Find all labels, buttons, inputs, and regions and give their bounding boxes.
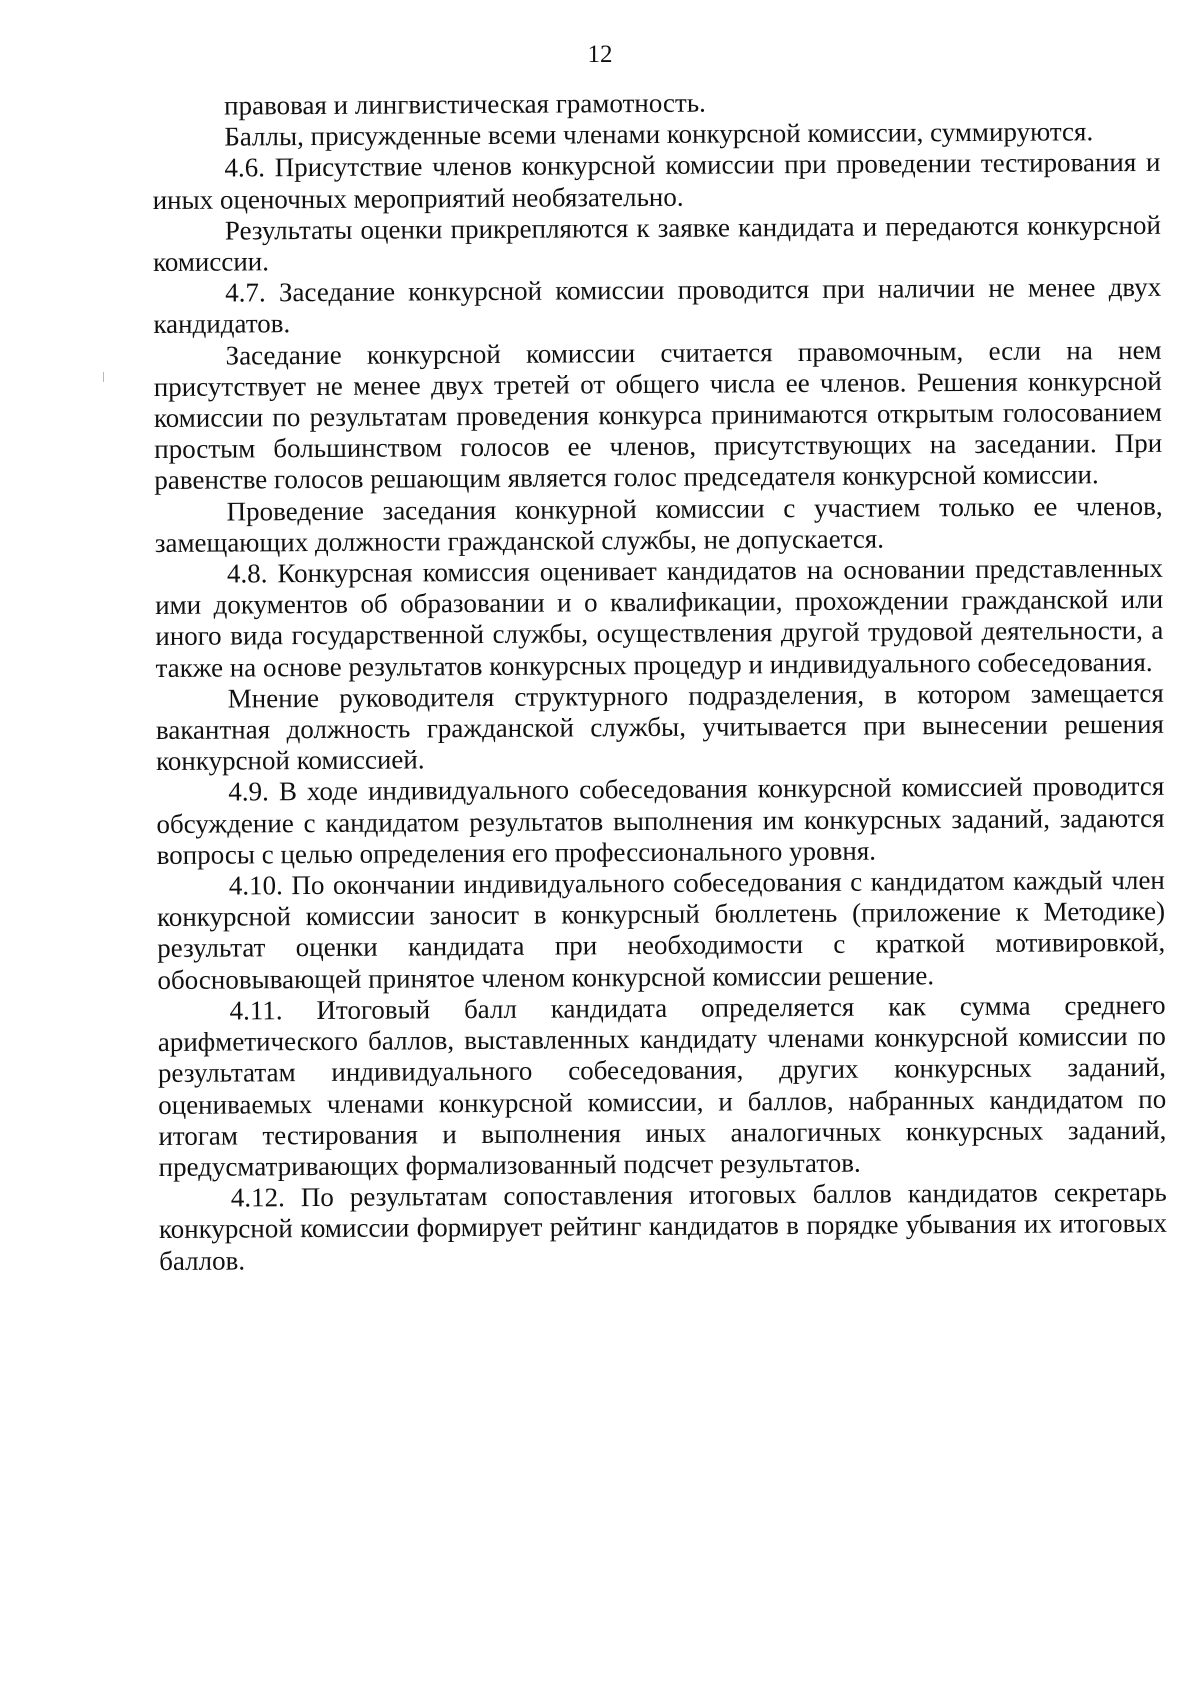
paragraph-4-7: 4.7. Заседание конкурсной комиссии проводится при наличии не менее двух кандидатов. xyxy=(153,272,1162,340)
paragraph-4-6: 4.6. Присутствие членов конкурсной комиссии при проведении тестирования и иных оценочных мероприятий необязательно. xyxy=(152,147,1161,215)
paragraph-4-12: 4.12. По результатам сопоставления итоговых баллов кандидатов секретарь конкурсной комиссии формирует рейтинг кандидатов в порядке убывания их итоговых баллов. xyxy=(158,1176,1168,1276)
document-body xyxy=(152,85,1167,1277)
paragraph-results-attached: Результаты оценки прикрепляются к заявке кандидата и передаются конкурсной комиссии. xyxy=(152,209,1161,278)
paragraph-4-10: 4.10. По окончании индивидуального собеседования с кандидатом каждый член конкурсной комиссии заносит в конкурсный бюллетень (приложение к Методике) результат оценки кандидата при необходимости с краткой мотивировкой, обосновывающей принятое членом конкурсной комиссии решение. xyxy=(156,864,1166,995)
paragraph-4-9: 4.9. В ходе индивидуального собеседования конкурсной комиссией проводится обсуждение с кандидатом результатов выполнения им конкурсных заданий, задаются вопросы с целью определения его профессионального уровня. xyxy=(156,771,1165,870)
paragraph-quorum: Заседание конкурсной комиссии считается правомочным, если на нем присутствует не менее двух третей от общего числа ее членов. Решения конкурсной комиссии по результатам проведения конкурса принимаются открытым голосованием простым большинством голосов ее членов, присутствующих на заседании. При равенстве голосов решающим является голос председателя конкурсной комиссии. xyxy=(153,334,1163,496)
paragraph-4-8: 4.8. Конкурсная комиссия оценивает кандидатов на основании представленных ими документов об образовании и о квалификации, прохождении гражданской или иного вида государственной службы, осуществления другой трудовой деятельности, а также на основе результатов конкурсных процедур и индивидуального собеседования. xyxy=(155,552,1164,683)
paragraph-scores-summed: Баллы, присужденные всеми членами конкурсной комиссии, суммируются. xyxy=(224,116,1094,152)
paragraph-head-opinion: Мнение руководителя структурного подразделения, в котором замещается вакантная должность гражданской службы, учитывается при вынесении решения конкурсной комиссией. xyxy=(155,677,1164,777)
paragraph-4-11: 4.11. Итоговый балл кандидата определяется как сумма среднего арифметического баллов, выставленных кандидату членами конкурсной комиссии по результатам индивидуального собеседования, других конкурсных заданий, оцениваемых членами конкурсной комиссии, и баллов, набранных кандидатом по итогам тестирования и выполнения иных аналогичных конкурсных заданий, предусматривающих формализованный подсчет результатов. xyxy=(157,989,1167,1182)
paragraph-civil-service-only: Проведение заседания конкурной комиссии с участием только ее членов, замещающих должности гражданской службы, не допускается. xyxy=(154,490,1163,558)
scan-artifact xyxy=(103,372,104,382)
page-number: 12 xyxy=(587,41,613,68)
paragraph-grammar-continuation: правовая и лингвистическая грамотность. xyxy=(223,87,706,121)
